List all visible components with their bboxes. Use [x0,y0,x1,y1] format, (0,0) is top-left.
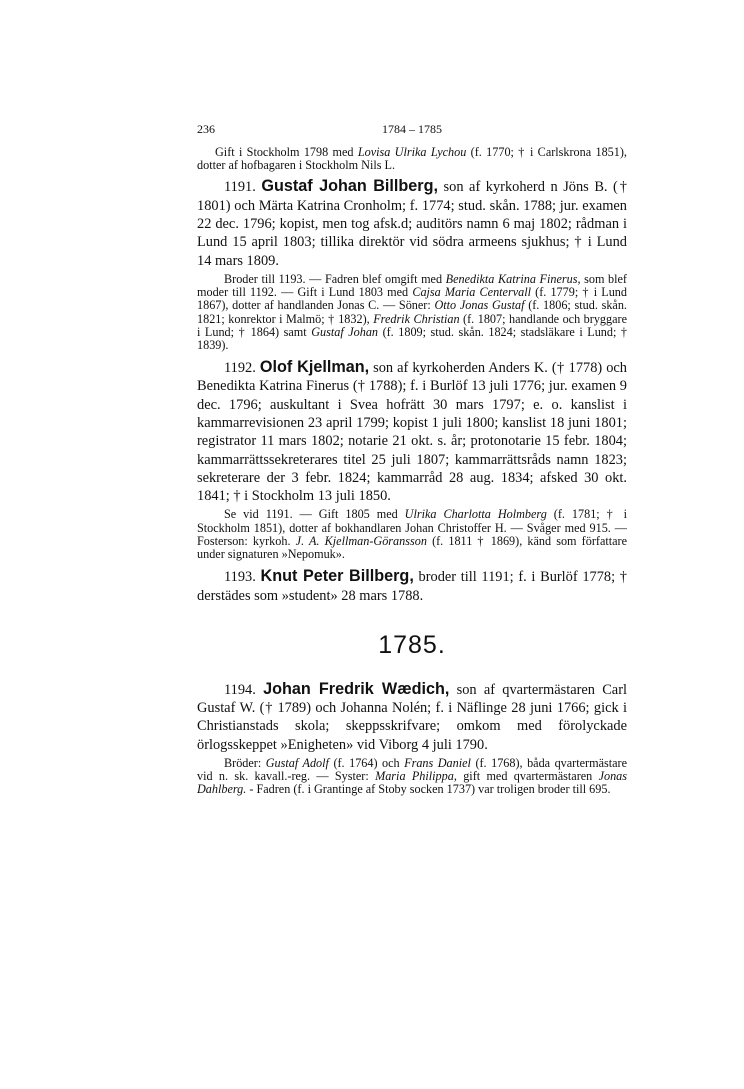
entry-number: 1192. [224,360,256,377]
entry-number: 1193. [224,569,256,586]
year-heading: 1785. [378,630,446,659]
entry-1192: 1192. Olof Kjellman, son af kyrkoherden Anders K. († 1778) och Benedikta Katrina Finerus († 1788); f. i Burlöf 13 juli 1776; jur. examen 9 dec. 1796; auskultant i Svea hofrätt 30 mars 1797; e. o. kanslist i kammarrevisionen 23 april 1799; kopist 1 juli 1800; kanslist 18 juni 1801; registrator 11 mars 1802; notarie 21 okt. s. år; protonotarie 15 febr. 1804; kammarrättssekreterares titel 25 juli 1807; kammarrättsråds namn 1823; sekreterare der 3 febr. 1824; kammarråd 28 aug. 1834; afsked 30 okt. 1841; † i Stockholm 13 juli 1850. [197,358,627,505]
entry-1191: 1191. Gustaf Johan Billberg, son af kyrkoherd n Jöns B. († 1801) och Märta Katrina Cronholm; f. 1774; stud. skån. 1788; jur. examen 22 dec. 1796; kopist, men tog afsk.d; auditörs namn 6 maj 1802; rådman i Lund 15 april 1803; tillika direktör vid södra armeens sjukhus; † i Lund 14 mars 1809. [197,177,627,269]
entry-1191-note: Broder till 1193. — Fadren blef omgift med Benedikta Katrina Finerus, som blef moder till 1192. — Gift i Lund 1803 med Cajsa Maria Centervall (f. 1779; † i Lund 1867), dotter af handlanden Jonas C. — Söner: Otto Jonas Gustaf (f. 1806; stud. skån. 1821; konrektor i Malmö; † 1832), Fredrik Christian (f. 1807; handlande och bryggare i Lund; † 1864) samt Gustaf Johan (f. 1809; stud. skån. 1824; stadsläkare i Lund; † 1839). [197,271,627,352]
entry-name: Olof Kjellman, [259,358,370,377]
entry-1192-note: Se vid 1191. — Gift 1805 med Ulrika Charlotta Holmberg (f. 1781; † i Stockholm 1851), dotter af bokhandlaren Johan Christoffer H. — Svåger med 915. — Fosterson: kyrkoh. J. A. Kjellman-Göransson (f. 1811 † 1869), känd som författare under signaturen »Nepomuk». [197,507,628,562]
page-number: 236 [197,122,215,136]
text-column [197,146,627,797]
entry-1193: 1193. Knut Peter Billberg, broder till 1191; f. i Burlöf 1778; † derstädes som »student» 28 mars 1788. [197,567,627,604]
entry-number: 1194. [224,681,256,698]
entry-name: Knut Peter Billberg, [260,567,414,586]
entry-1194: 1194. Johan Fredrik Wædich, son af qvartermästaren Carl Gustaf W. († 1789) och Johanna Nolén; f. i Näflinge 28 juni 1766; gick i Christianstads skola; skeppsskrifvare; omkom med förolyckade örlogsskeppet »Enigheten» vid Viborg 4 juli 1790. [197,679,627,753]
continuation-paragraph: Gift i Stockholm 1798 med Lovisa Ulrika Lychou (f. 1770; † i Carlskrona 1851), dotter af hofbagaren i Stockholm Nils L. [197,145,627,173]
entry-number: 1191. [224,179,256,196]
header-years: 1784 – 1785 [382,122,442,136]
entry-1194-note: Bröder: Gustaf Adolf (f. 1764) och Frans Daniel (f. 1768), båda qvartermästare vid n. sk. kavall.-reg. — Syster: Maria Philippa, gift med qvartermästaren Jonas Dahlberg. - Fadren (f. i Grantinge af Stoby socken 1737) var troligen broder till 695. [197,756,628,797]
entry-name: Gustaf Johan Billberg, [261,177,438,196]
entry-name: Johan Fredrik Wædich, [263,679,450,698]
